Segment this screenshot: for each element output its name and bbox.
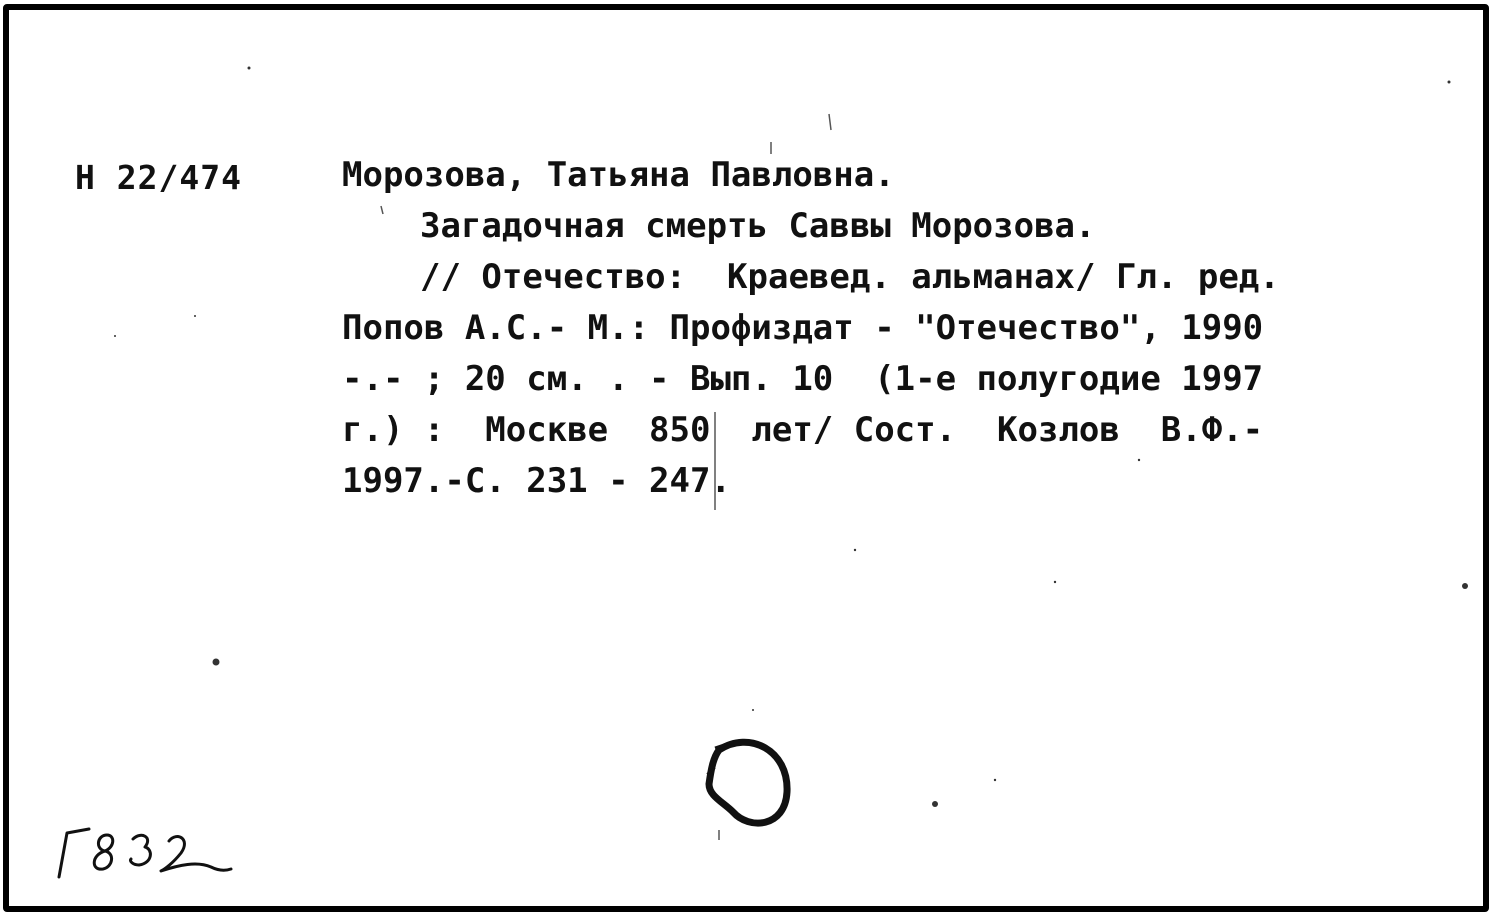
description-line: Попов А.С.- М.: Профиздат - "Отечество", 1990 <box>342 308 1264 348</box>
description-line: // Отечество: Краевед. альманах/ Гл. ред. <box>420 257 1280 297</box>
description-line: 1997.-С. 231 - 247. <box>342 461 731 501</box>
description-line: -.- ; 20 см. . - Вып. 10 (1-е полугодие 1997 <box>342 359 1264 399</box>
scan-specks <box>9 10 1483 906</box>
catalog-card <box>3 4 1489 912</box>
author-heading: Морозова, Татьяна Павловна. <box>342 155 895 195</box>
shelfmark: Н 22/474 <box>75 158 242 197</box>
article-title: Загадочная смерть Саввы Морозова. <box>420 206 1096 246</box>
description-line: г.) : Москве 850 лет/ Сост. Козлов В.Ф.- <box>342 410 1264 450</box>
